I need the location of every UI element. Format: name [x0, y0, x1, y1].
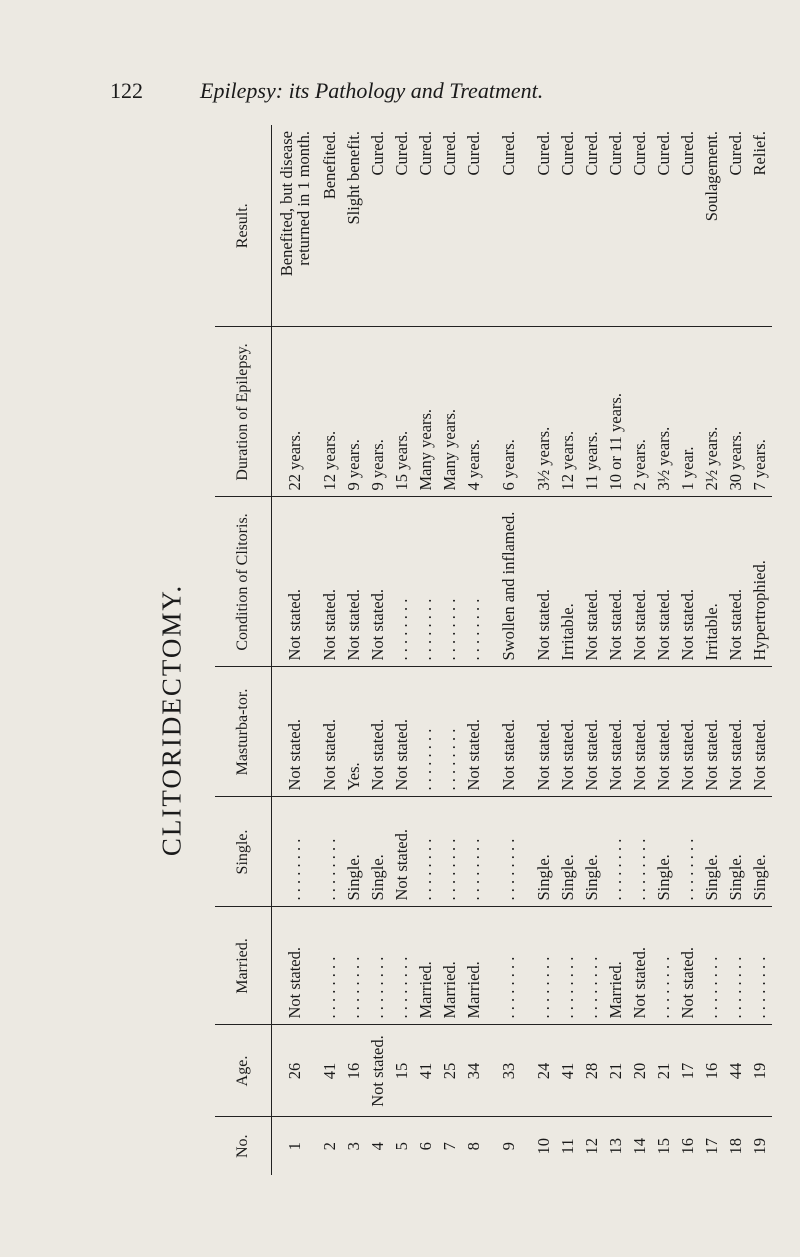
duration-cell: 1 year.	[676, 327, 700, 497]
masturbator-cell: Not stated.	[366, 667, 390, 797]
single-cell: Single.	[724, 797, 748, 907]
masturbator-cell: Not stated.	[748, 667, 772, 797]
masturbator-cell: Not stated.	[724, 667, 748, 797]
married-cell: . . . . . . . .	[318, 907, 342, 1025]
age-cell: 44	[724, 1025, 748, 1117]
single-cell: . . . . . . . .	[318, 797, 342, 907]
clitoris-cell: Not stated.	[272, 497, 319, 667]
single-cell: Single.	[700, 797, 724, 907]
masturbator-cell: Yes.	[342, 667, 366, 797]
table-row	[414, 125, 438, 1175]
clitoris-cell: Not stated.	[342, 497, 366, 667]
col-header-age: Age.	[215, 1025, 272, 1117]
married-cell: . . . . . . . .	[532, 907, 556, 1025]
age-cell: 20	[628, 1025, 652, 1117]
col-header-result: Result.	[215, 125, 272, 327]
masturbator-cell: Not stated.	[390, 667, 414, 797]
col-header-married: Married.	[215, 907, 272, 1025]
age-cell: 25	[438, 1025, 462, 1117]
row-number: 9	[499, 1142, 519, 1151]
single-cell: . . . . . . . .	[272, 797, 319, 907]
duration-cell: 22 years.	[272, 327, 319, 497]
result-cell: Relief.	[748, 125, 772, 327]
age-cell: Not stated.	[366, 1025, 390, 1117]
result-cell: Cured.	[462, 125, 486, 327]
married-cell: . . . . . . . .	[724, 907, 748, 1025]
row-number: 2	[320, 1142, 339, 1151]
clitoris-cell: Not stated.	[676, 497, 700, 667]
clitoris-cell: Irritable.	[700, 497, 724, 667]
clitoris-cell: . . . . . . . .	[438, 497, 462, 667]
masturbator-cell: Not stated.	[532, 667, 556, 797]
age-cell: 17	[676, 1025, 700, 1117]
clitoris-cell: Not stated.	[580, 497, 604, 667]
col-header-duration: Duration of Epilepsy.	[215, 327, 272, 497]
row-number: 1	[285, 1142, 305, 1151]
row-number: 15	[654, 1138, 673, 1155]
duration-cell: 15 years.	[390, 327, 414, 497]
clitoris-cell: Not stated.	[318, 497, 342, 667]
single-cell: Single.	[580, 797, 604, 907]
table-row	[462, 125, 486, 1175]
single-cell: . . . . . . . .	[676, 797, 700, 907]
clitoris-cell: Irritable.	[556, 497, 580, 667]
masturbator-cell: Not stated.	[318, 667, 342, 797]
table-row	[390, 125, 414, 1175]
duration-cell: 9 years.	[342, 327, 366, 497]
clitoris-cell: . . . . . . . .	[414, 497, 438, 667]
row-number: 4	[368, 1142, 387, 1151]
masturbator-cell: Not stated.	[462, 667, 486, 797]
single-cell: . . . . . . . .	[628, 797, 652, 907]
married-cell: Not stated.	[676, 907, 700, 1025]
age-cell: 33	[486, 1025, 532, 1117]
result-cell: Slight benefit.	[342, 125, 366, 327]
table-row	[532, 125, 556, 1175]
result-cell: Cured.	[676, 125, 700, 327]
clitoris-cell: Not stated.	[628, 497, 652, 667]
married-cell: Married.	[604, 907, 628, 1025]
single-cell: . . . . . . . .	[486, 797, 532, 907]
single-cell: Single.	[366, 797, 390, 907]
age-cell: 19	[748, 1025, 772, 1117]
married-cell: . . . . . . . .	[700, 907, 724, 1025]
married-cell: Not stated.	[628, 907, 652, 1025]
married-cell: . . . . . . . .	[580, 907, 604, 1025]
masturbator-cell: Not stated.	[272, 667, 319, 797]
row-number: 11	[558, 1138, 577, 1155]
col-header-no: No.	[215, 1117, 272, 1175]
clitoris-cell: . . . . . . . .	[390, 497, 414, 667]
clitoris-cell: Not stated.	[532, 497, 556, 667]
age-cell: 28	[580, 1025, 604, 1117]
result-cell: Cured.	[628, 125, 652, 327]
table-row	[556, 125, 580, 1175]
row-number: 10	[534, 1138, 553, 1155]
side-title: CLITORIDECTOMY.	[156, 583, 187, 857]
masturbator-cell: Not stated.	[556, 667, 580, 797]
age-cell: 16	[700, 1025, 724, 1117]
table-body	[272, 125, 773, 1175]
row-number: 5	[392, 1142, 411, 1151]
single-cell: . . . . . . . .	[462, 797, 486, 907]
clitoris-cell: . . . . . . . .	[462, 497, 486, 667]
age-cell: 21	[652, 1025, 676, 1117]
single-cell: . . . . . . . .	[604, 797, 628, 907]
result-cell: Cured.	[604, 125, 628, 327]
duration-cell: 30 years.	[724, 327, 748, 497]
masturbator-cell: Not stated.	[700, 667, 724, 797]
table-row	[724, 125, 748, 1175]
running-title: Epilepsy: its Pathology and Treatment.	[200, 78, 544, 103]
row-number: 8	[464, 1142, 483, 1151]
single-cell: . . . . . . . .	[438, 797, 462, 907]
result-cell: Benefited.	[318, 125, 342, 327]
married-cell: . . . . . . . .	[390, 907, 414, 1025]
single-cell: Single.	[342, 797, 366, 907]
clitoris-cell: Not stated.	[604, 497, 628, 667]
masturbator-cell: . . . . . . . .	[438, 667, 462, 797]
duration-cell: 6 years.	[486, 327, 532, 497]
age-cell: 41	[414, 1025, 438, 1117]
table-row	[486, 125, 532, 1175]
duration-cell: 12 years.	[556, 327, 580, 497]
table-row	[652, 125, 676, 1175]
duration-cell: 2½ years.	[700, 327, 724, 497]
table-row	[628, 125, 652, 1175]
table-row	[318, 125, 342, 1175]
married-cell: . . . . . . . .	[486, 907, 532, 1025]
age-cell: 21	[604, 1025, 628, 1117]
married-cell: . . . . . . . .	[342, 907, 366, 1025]
age-cell: 41	[556, 1025, 580, 1117]
duration-cell: 4 years.	[462, 327, 486, 497]
duration-cell: Many years.	[414, 327, 438, 497]
duration-cell: Many years.	[438, 327, 462, 497]
page-number: 122	[110, 78, 143, 103]
row-number: 7	[440, 1142, 459, 1151]
col-header-clitoris: Condition of Clitoris.	[215, 497, 272, 667]
page-header	[110, 78, 770, 118]
header-row	[215, 125, 272, 1175]
result-cell: Cured.	[486, 125, 532, 327]
single-cell: Single.	[748, 797, 772, 907]
single-cell: Single.	[532, 797, 556, 907]
duration-cell: 12 years.	[318, 327, 342, 497]
result-cell: Cured.	[652, 125, 676, 327]
single-cell: Single.	[652, 797, 676, 907]
married-cell: . . . . . . . .	[366, 907, 390, 1025]
married-cell: . . . . . . . .	[748, 907, 772, 1025]
clitoris-cell: Not stated.	[652, 497, 676, 667]
row-number: 13	[606, 1138, 625, 1155]
table-row	[342, 125, 366, 1175]
result-cell: Cured.	[580, 125, 604, 327]
clitoridectomy-table	[215, 125, 772, 1175]
masturbator-cell: Not stated.	[580, 667, 604, 797]
table-row	[438, 125, 462, 1175]
masturbator-cell: Not stated.	[604, 667, 628, 797]
result-cell: Cured.	[724, 125, 748, 327]
age-cell: 24	[532, 1025, 556, 1117]
duration-cell: 3½ years.	[652, 327, 676, 497]
table-row	[366, 125, 390, 1175]
row-number: 18	[726, 1138, 745, 1155]
age-cell: 34	[462, 1025, 486, 1117]
table-row	[604, 125, 628, 1175]
masturbator-cell: Not stated.	[628, 667, 652, 797]
row-number: 16	[678, 1138, 697, 1155]
table-row	[748, 125, 772, 1175]
duration-cell: 10 or 11 years.	[604, 327, 628, 497]
clitoris-cell: Swollen and inflamed.	[486, 497, 532, 667]
clitoris-cell: Not stated.	[724, 497, 748, 667]
duration-cell: 2 years.	[628, 327, 652, 497]
result-cell: Cured.	[366, 125, 390, 327]
married-cell: Married.	[414, 907, 438, 1025]
married-cell: Married.	[438, 907, 462, 1025]
table-row	[676, 125, 700, 1175]
row-number: 19	[750, 1138, 769, 1155]
table-row	[580, 125, 604, 1175]
duration-cell: 9 years.	[366, 327, 390, 497]
table-row	[700, 125, 724, 1175]
col-header-single: Single.	[215, 797, 272, 907]
masturbator-cell: Not stated.	[676, 667, 700, 797]
duration-cell: 11 years.	[580, 327, 604, 497]
result-cell: Cured.	[390, 125, 414, 327]
married-cell: Married.	[462, 907, 486, 1025]
col-header-masturbator: Masturba-tor.	[215, 667, 272, 797]
result-cell: Cured.	[414, 125, 438, 327]
row-number: 14	[630, 1138, 649, 1155]
single-cell: Not stated.	[390, 797, 414, 907]
masturbator-cell: Not stated.	[652, 667, 676, 797]
masturbator-cell: . . . . . . . .	[414, 667, 438, 797]
table-row	[272, 125, 319, 1175]
age-cell: 41	[318, 1025, 342, 1117]
result-cell: Benefited, but disease returned in 1 month.	[272, 125, 319, 327]
age-cell: 26	[272, 1025, 319, 1117]
result-cell: Soulagement.	[700, 125, 724, 327]
duration-cell: 3½ years.	[532, 327, 556, 497]
age-cell: 16	[342, 1025, 366, 1117]
result-cell: Cured.	[438, 125, 462, 327]
masturbator-cell: Not stated.	[486, 667, 532, 797]
clitoris-cell: Hypertrophied.	[748, 497, 772, 667]
married-cell: . . . . . . . .	[556, 907, 580, 1025]
married-cell: Not stated.	[272, 907, 319, 1025]
row-number: 6	[416, 1142, 435, 1151]
row-number: 17	[702, 1138, 721, 1155]
clitoridectomy-table-wrap	[215, 125, 769, 1175]
married-cell: . . . . . . . .	[652, 907, 676, 1025]
row-number: 12	[582, 1138, 601, 1155]
result-cell: Cured.	[532, 125, 556, 327]
result-cell: Cured.	[556, 125, 580, 327]
clitoris-cell: Not stated.	[366, 497, 390, 667]
age-cell: 15	[390, 1025, 414, 1117]
single-cell: . . . . . . . .	[414, 797, 438, 907]
row-number: 3	[344, 1142, 363, 1151]
duration-cell: 7 years.	[748, 327, 772, 497]
single-cell: Single.	[556, 797, 580, 907]
